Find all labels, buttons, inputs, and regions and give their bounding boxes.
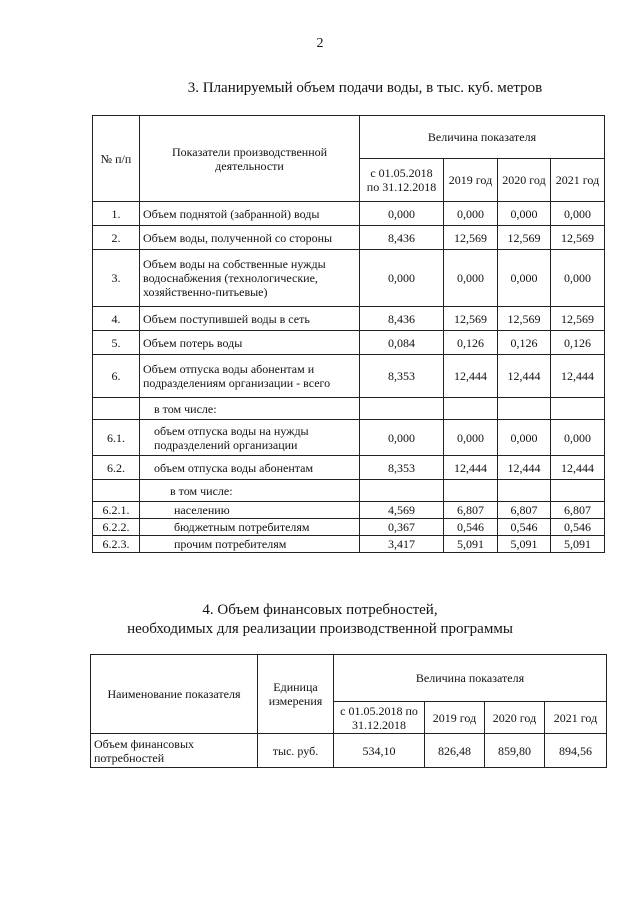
- row-number: 3.: [93, 250, 140, 307]
- row-value: 894,56: [545, 734, 607, 768]
- row-indicator: объем отпуска воды на нужды подразделений организации: [140, 420, 360, 456]
- row-indicator: Объем воды, полученной со стороны: [140, 226, 360, 250]
- row-value: 0,084: [360, 331, 444, 355]
- table-row: [93, 456, 605, 480]
- row-value: 0,126: [498, 331, 551, 355]
- table-row: [93, 250, 605, 307]
- row-number: 4.: [93, 307, 140, 331]
- row-value: 12,444: [551, 355, 605, 398]
- row-number: [93, 480, 140, 502]
- row-value: 6,807: [498, 502, 551, 519]
- row-value: 5,091: [498, 536, 551, 553]
- table-row: [93, 226, 605, 250]
- row-value: [498, 398, 551, 420]
- row-indicator: объем отпуска воды абонентам: [140, 456, 360, 480]
- row-value: 0,000: [498, 202, 551, 226]
- row-value: 3,417: [360, 536, 444, 553]
- row-value: 0,546: [444, 519, 498, 536]
- row-number: 6.2.2.: [93, 519, 140, 536]
- row-number: 2.: [93, 226, 140, 250]
- row-value: 4,569: [360, 502, 444, 519]
- row-value: 8,436: [360, 226, 444, 250]
- header-period: 2021 год: [551, 159, 605, 202]
- row-number: 6.2.: [93, 456, 140, 480]
- table-row: [93, 480, 605, 502]
- header-indicators: Показатели производственной деятельности: [140, 116, 360, 202]
- header-period: с 01.05.2018 по 31.12.2018: [360, 159, 444, 202]
- row-value: 12,569: [444, 307, 498, 331]
- row-value: 0,000: [498, 420, 551, 456]
- header-value-group: Величина показателя: [334, 655, 607, 702]
- row-value: 8,353: [360, 355, 444, 398]
- row-value: [444, 398, 498, 420]
- row-indicator: Объем поступившей воды в сеть: [140, 307, 360, 331]
- section-3-title: 3. Планируемый объем подачи воды, в тыс. куб. метров: [187, 80, 543, 96]
- page-number: 2: [316, 36, 324, 51]
- row-number: 6.: [93, 355, 140, 398]
- table-row: [93, 202, 605, 226]
- row-value: 534,10: [334, 734, 425, 768]
- row-value: 0,546: [498, 519, 551, 536]
- row-number: [93, 398, 140, 420]
- table-row: [93, 331, 605, 355]
- row-value: 0,546: [551, 519, 605, 536]
- row-value: [551, 480, 605, 502]
- row-indicator: Объем воды на собственные нужды водоснабжения (технологические, хозяйственно-питьевые): [140, 250, 360, 307]
- row-indicator: населению: [140, 502, 360, 519]
- row-value: 8,353: [360, 456, 444, 480]
- row-value: 0,367: [360, 519, 444, 536]
- row-indicator: бюджетным потребителям: [140, 519, 360, 536]
- table-row: [93, 420, 605, 456]
- section-4-title-line1: 4. Объем финансовых потребностей,: [202, 602, 438, 618]
- header-unit: Единица измерения: [258, 655, 334, 734]
- row-indicator: в том числе:: [140, 398, 360, 420]
- header-num: № п/п: [93, 116, 140, 202]
- header-period: 2019 год: [425, 702, 485, 734]
- row-indicator: Объем отпуска воды абонентам и подразделениям организации - всего: [140, 355, 360, 398]
- table-row: [93, 519, 605, 536]
- water-supply-table: [92, 115, 605, 553]
- row-indicator: прочим потребителям: [140, 536, 360, 553]
- row-number: 1.: [93, 202, 140, 226]
- row-value: 0,126: [444, 331, 498, 355]
- header-value-group: Величина показателя: [360, 116, 605, 159]
- row-number: 6.2.1.: [93, 502, 140, 519]
- row-value: 12,444: [551, 456, 605, 480]
- row-value: [498, 480, 551, 502]
- row-value: 12,569: [551, 226, 605, 250]
- row-value: 8,436: [360, 307, 444, 331]
- row-value: 12,444: [444, 456, 498, 480]
- row-number: 5.: [93, 331, 140, 355]
- row-value: 0,000: [498, 250, 551, 307]
- table-row: [93, 355, 605, 398]
- row-value: 12,444: [444, 355, 498, 398]
- row-value: 5,091: [444, 536, 498, 553]
- header-period: 2021 год: [545, 702, 607, 734]
- table-row: [91, 734, 607, 768]
- row-value: 0,126: [551, 331, 605, 355]
- row-value: 0,000: [360, 202, 444, 226]
- row-value: 0,000: [444, 420, 498, 456]
- financial-needs-table: [90, 654, 607, 768]
- table-row: [93, 307, 605, 331]
- row-indicator: Объем потерь воды: [140, 331, 360, 355]
- row-value: 12,569: [498, 226, 551, 250]
- header-period: 2019 год: [444, 159, 498, 202]
- row-value: 6,807: [444, 502, 498, 519]
- row-value: 12,569: [444, 226, 498, 250]
- header-period: 2020 год: [485, 702, 545, 734]
- row-number: 6.1.: [93, 420, 140, 456]
- table-row: [93, 398, 605, 420]
- row-value: 12,569: [551, 307, 605, 331]
- row-number: 6.2.3.: [93, 536, 140, 553]
- table-row: [93, 502, 605, 519]
- row-value: 6,807: [551, 502, 605, 519]
- row-value: [551, 398, 605, 420]
- row-indicator: Объем поднятой (забранной) воды: [140, 202, 360, 226]
- row-value: 859,80: [485, 734, 545, 768]
- row-indicator: в том числе:: [140, 480, 360, 502]
- row-unit: тыс. руб.: [258, 734, 334, 768]
- header-name: Наименование показателя: [91, 655, 258, 734]
- row-value: [360, 480, 444, 502]
- row-value: 0,000: [551, 420, 605, 456]
- row-value: 5,091: [551, 536, 605, 553]
- header-period: 2020 год: [498, 159, 551, 202]
- row-value: 12,444: [498, 456, 551, 480]
- row-value: 0,000: [360, 420, 444, 456]
- row-value: 0,000: [551, 250, 605, 307]
- row-value: 826,48: [425, 734, 485, 768]
- section-4-title: [0, 601, 640, 639]
- table-row: [93, 536, 605, 553]
- row-value: 0,000: [444, 250, 498, 307]
- row-value: 12,444: [498, 355, 551, 398]
- header-period: с 01.05.2018 по 31.12.2018: [334, 702, 425, 734]
- row-value: 0,000: [551, 202, 605, 226]
- row-value: 0,000: [444, 202, 498, 226]
- section-4-title-line2: необходимых для реализации производственной программы: [127, 621, 513, 637]
- row-value: 0,000: [360, 250, 444, 307]
- row-value: 12,569: [498, 307, 551, 331]
- row-name: Объем финансовых потребностей: [91, 734, 258, 768]
- row-value: [444, 480, 498, 502]
- row-value: [360, 398, 444, 420]
